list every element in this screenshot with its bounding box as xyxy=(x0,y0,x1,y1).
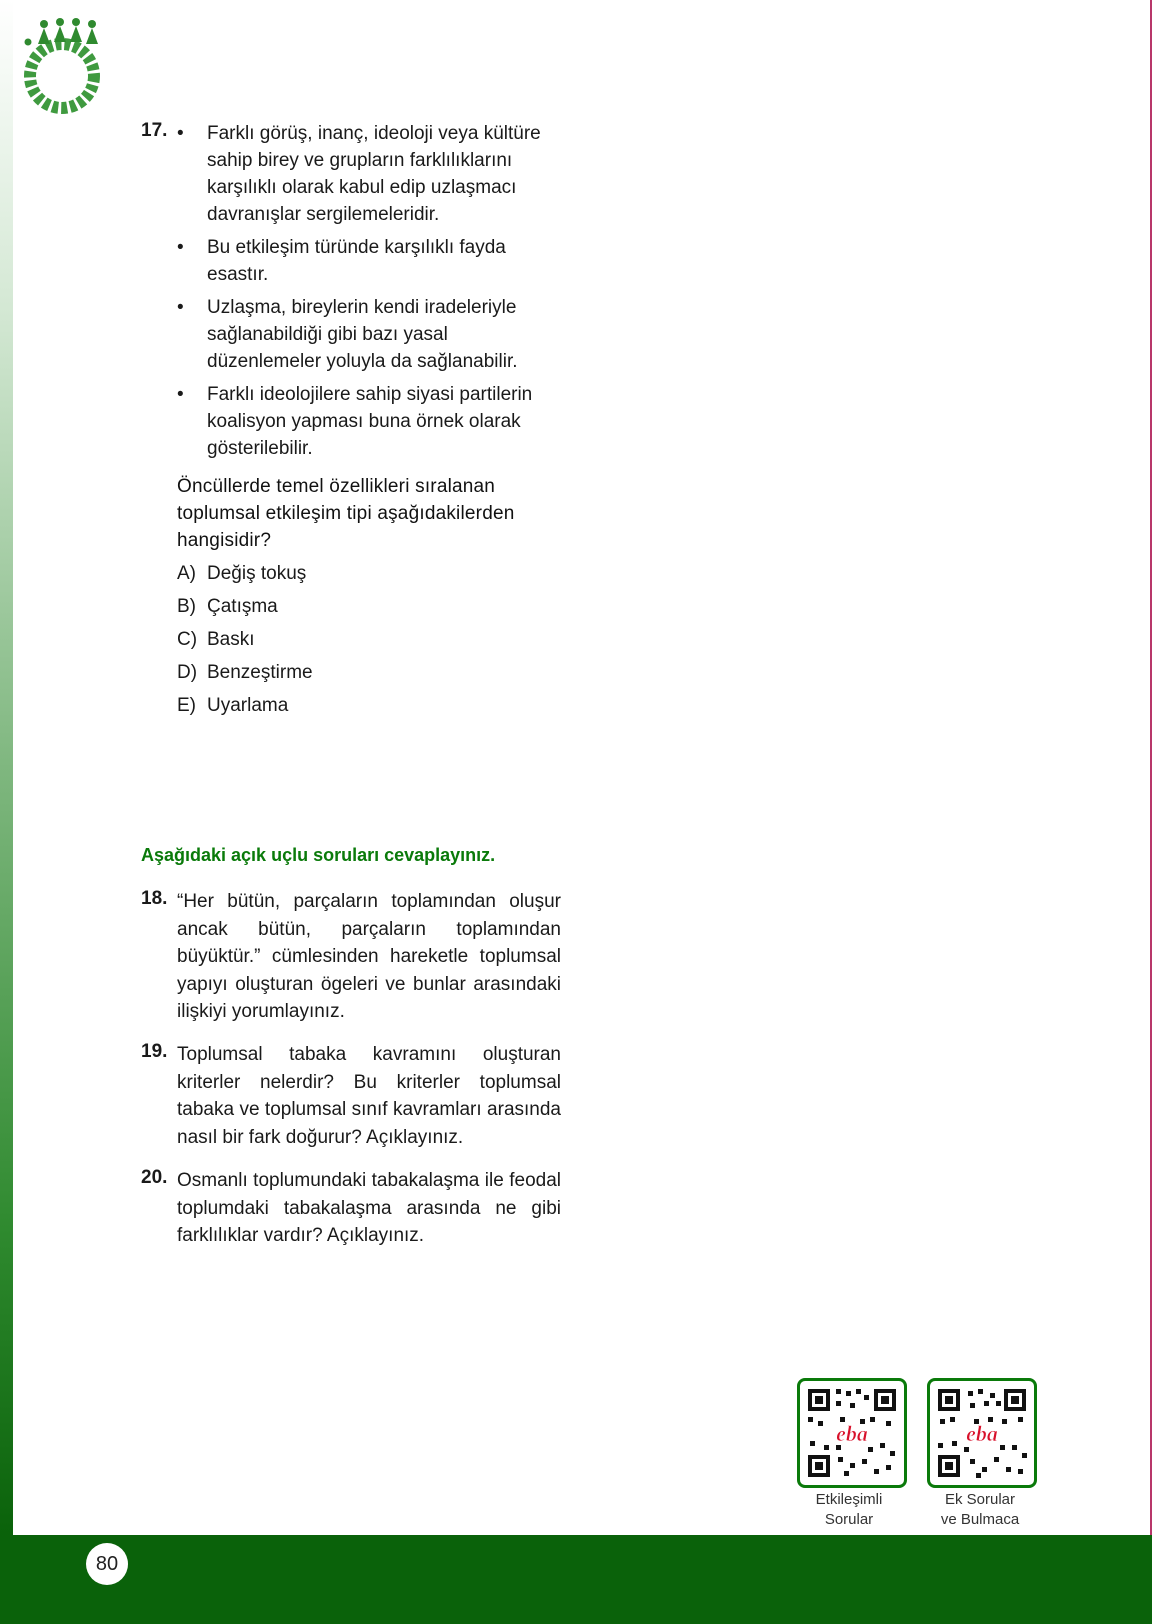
bullet-icon: • xyxy=(177,297,184,318)
option-text: Değiş tokuş xyxy=(207,563,307,584)
question-20-text: Osmanlı toplumundaki tabakalaşma ile feodal toplumdaki tabakalaşma arasında ne gibi farklılıklar vardır? Açıklayınız. xyxy=(177,1170,561,1246)
qr-pattern-icon xyxy=(800,1381,904,1485)
page-number: 80 xyxy=(86,1543,128,1585)
option-e[interactable] xyxy=(177,689,313,722)
question-17-number: 17. xyxy=(141,120,168,141)
caption-line: Sorular xyxy=(824,1511,874,1528)
premise-text: Farklı görüş, inanç, ideoloji veya kültüre sahip birey ve grupların farklılıklarını karşılıklı olarak kabul edip uzlaşmacı davranışlar sergilemeleridir. xyxy=(207,123,541,225)
option-text: Uyarlama xyxy=(207,695,289,716)
qr-code-extra-questions[interactable] xyxy=(927,1378,1037,1488)
bullet-icon: • xyxy=(177,384,184,405)
footer-bar xyxy=(0,1535,1152,1624)
qr-code-interactive-questions[interactable] xyxy=(797,1378,907,1488)
caption-line: Ek Sorular xyxy=(944,1491,1016,1508)
option-d[interactable] xyxy=(177,656,313,689)
option-letter: C) xyxy=(177,629,198,650)
question-20-number: 20. xyxy=(141,1167,168,1188)
section-title: Aşağıdaki açık uçlu soruları cevaplayınız. xyxy=(141,845,496,865)
option-letter: D) xyxy=(177,662,198,683)
question-19-number: 19. xyxy=(141,1041,168,1062)
question-17-options xyxy=(177,557,313,722)
option-text: Benzeştirme xyxy=(207,662,313,683)
premise-text: Uzlaşma, bireylerin kendi iradeleriyle sağlanabildiği gibi bazı yasal düzenlemeler yoluyla da sağlanabilir. xyxy=(207,297,518,372)
question-18-text: “Her bütün, parçaların toplamından oluşur ancak bütün, parçaların toplamından büyüktür.” cümlesinden hareketle toplumsal yapıyı oluşturan ögeleri ve bunlar arasındaki ilişkiyi yorumlayınız. xyxy=(177,891,561,1022)
option-letter: A) xyxy=(177,563,196,584)
people-circle-logo-icon xyxy=(14,14,110,124)
option-b[interactable] xyxy=(177,590,313,623)
qr-caption-extra xyxy=(920,1490,1040,1530)
bullet-icon: • xyxy=(177,123,184,144)
question-17-stem: Öncüllerde temel özellikleri sıralanan toplumsal etkileşim tipi aşağıdakilerden hangisidir? xyxy=(177,476,515,551)
premise-text: Farklı ideolojilere sahip siyasi partilerin koalisyon yapması buna örnek olarak gösterilebilir. xyxy=(207,384,533,459)
premise-item xyxy=(175,120,565,228)
premise-item xyxy=(175,294,565,375)
left-gradient-strip xyxy=(0,0,13,1535)
option-c[interactable] xyxy=(177,623,313,656)
eba-logo-text: eba xyxy=(836,1421,868,1446)
qr-caption-interactive xyxy=(789,1490,909,1530)
option-a[interactable] xyxy=(177,557,313,590)
eba-logo-text: eba xyxy=(966,1421,998,1446)
option-text: Baskı xyxy=(207,629,255,650)
caption-line: Etkileşimli xyxy=(815,1491,883,1508)
question-17-premises xyxy=(175,120,565,468)
option-letter: B) xyxy=(177,596,196,617)
qr-pattern-icon xyxy=(930,1381,1034,1485)
question-19-text: Toplumsal tabaka kavramını oluşturan kriterler nelerdir? Bu kriterler toplumsal tabaka ve toplumsal sınıf kavramları arasında nasıl bir fark doğurur? Açıklayınız. xyxy=(177,1044,561,1148)
premise-item xyxy=(175,234,565,288)
premise-text: Bu etkileşim türünde karşılıklı fayda esastır. xyxy=(207,237,506,285)
question-18-number: 18. xyxy=(141,888,168,909)
option-letter: E) xyxy=(177,695,196,716)
bullet-icon: • xyxy=(177,237,184,258)
caption-line: ve Bulmaca xyxy=(940,1511,1020,1528)
option-text: Çatışma xyxy=(207,596,278,617)
premise-item xyxy=(175,381,565,462)
